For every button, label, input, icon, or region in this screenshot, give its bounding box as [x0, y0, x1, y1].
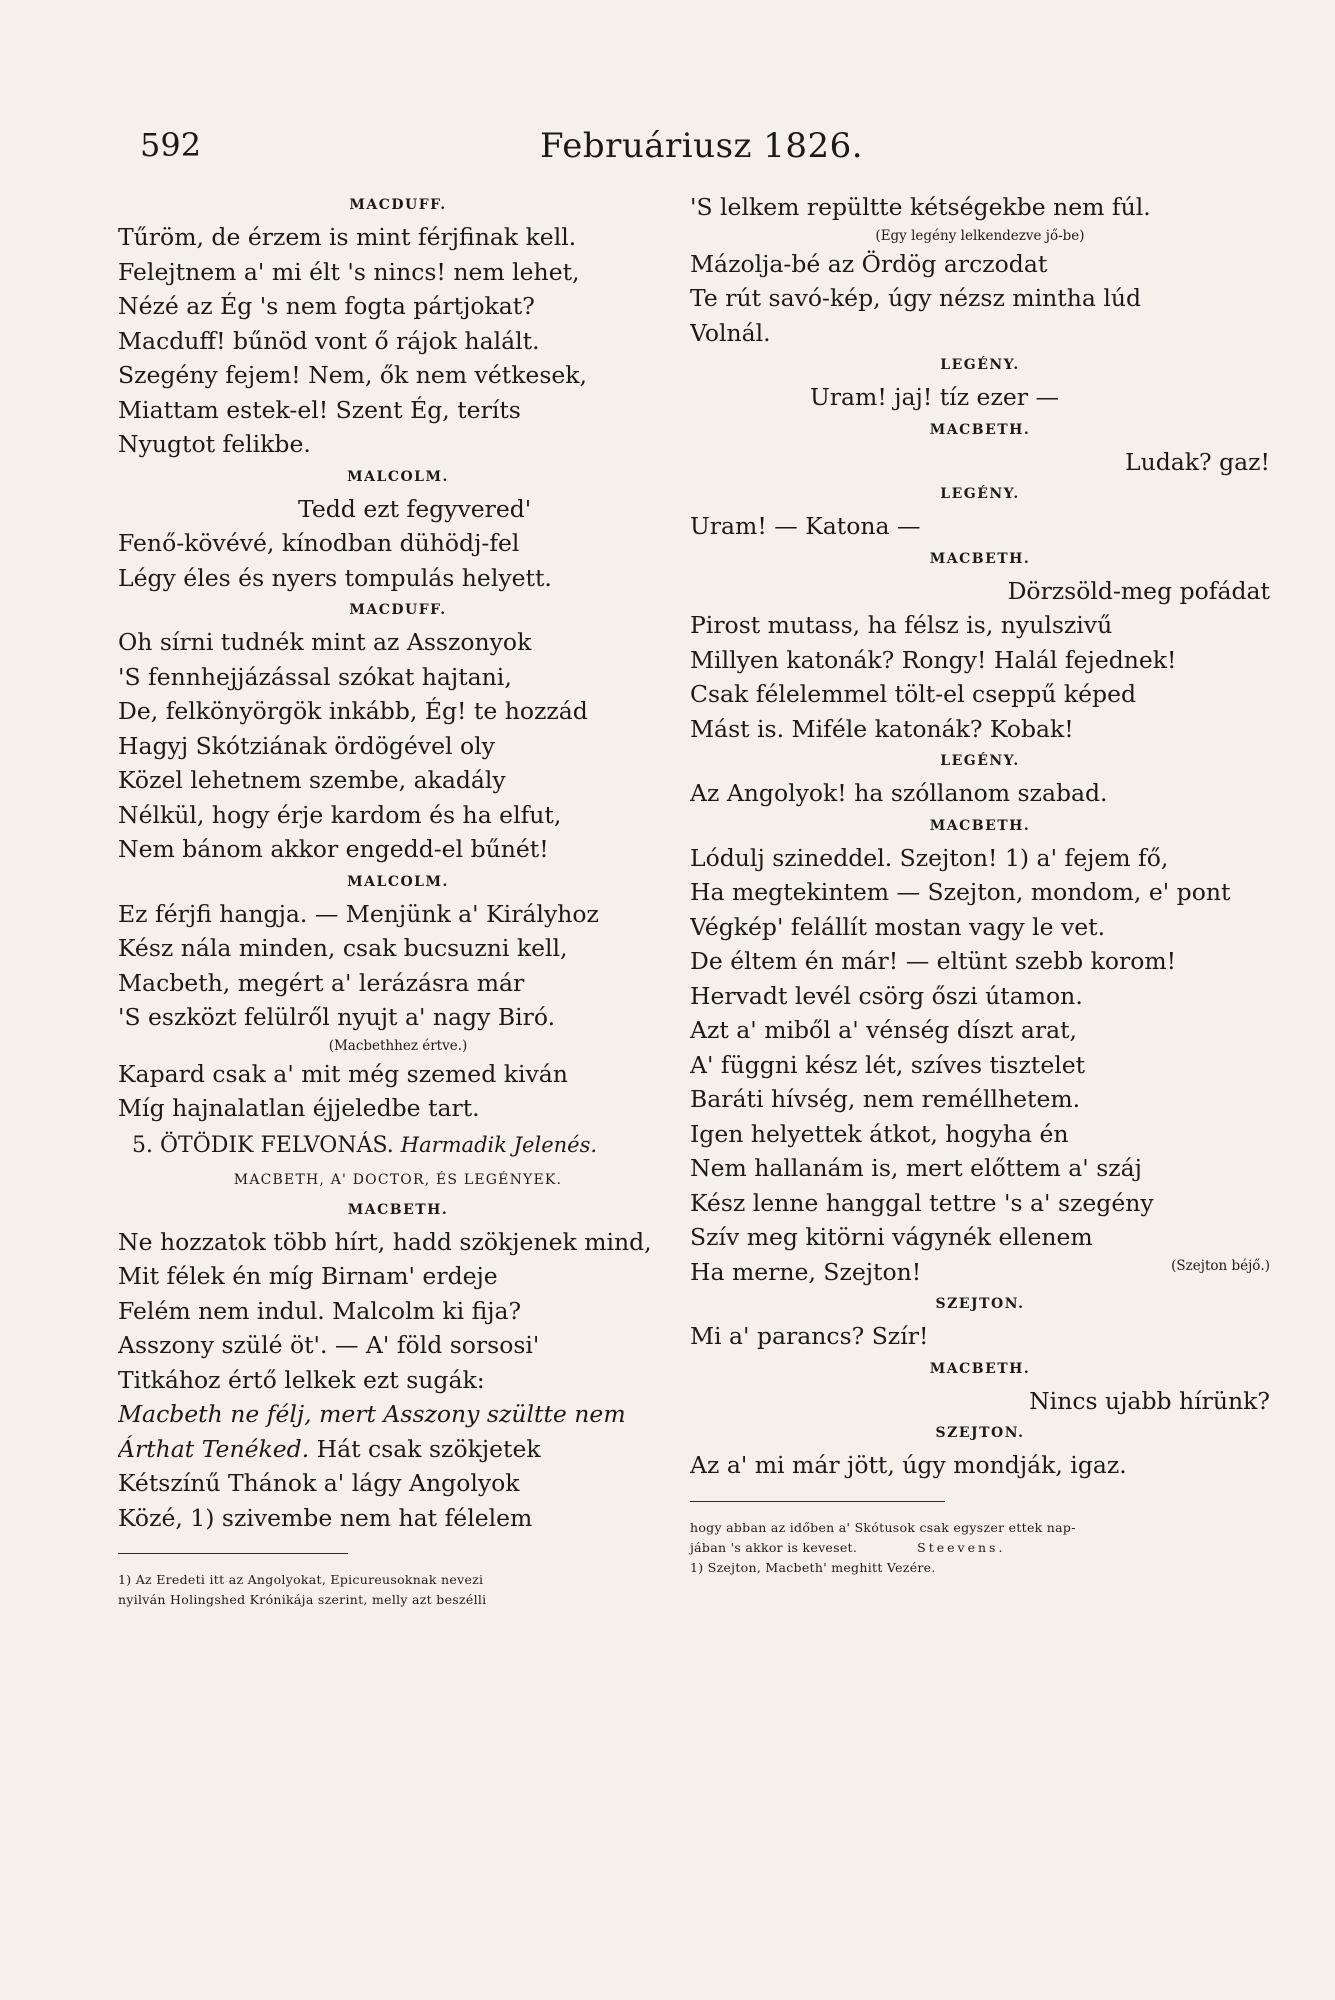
verse-line: De éltem én már! — eltünt szebb korom! — [690, 947, 1177, 975]
page-number: 592 — [140, 126, 202, 164]
verse-line: Kétszínű Thánok a' lágy Angolyok — [118, 1469, 520, 1497]
verse-line: Kapard csak a' mit még szemed kiván — [118, 1059, 568, 1088]
verse-line: Csak félelemmel tölt-el cseppű képed — [690, 680, 1137, 708]
verse-line — [690, 1255, 1270, 1290]
verse-italic: Árthat Tenéked. — [118, 1434, 310, 1463]
verse-line: Míg hajnalatlan éjjeledbe tart. — [118, 1094, 480, 1122]
verse-line: Ha megtekintem — Szejton, mondom, e' pont — [690, 878, 1231, 906]
verse-line: Ludak? gaz! — [1125, 447, 1270, 476]
footnote-rule — [690, 1501, 945, 1502]
act-heading — [118, 1126, 678, 1165]
verse-line: Hervadt levél csörg őszi útamon. — [690, 981, 1083, 1010]
footnote-line: nyilván Holingshed Krónikája szerint, melly azt beszélli — [118, 1592, 487, 1607]
stage-direction: (Szejton béjő.) — [1171, 1257, 1270, 1274]
verse-line: 'S eszközt felülről nyujt a' nagy Biró. — [118, 1003, 556, 1031]
verse-line: A' függni kész lét, szíves tisztelet — [690, 1050, 1086, 1079]
speaker-name: MACBETH. — [347, 1201, 449, 1218]
verse-line: Uram! jaj! tíz ezer — — [810, 383, 1059, 411]
verse-line: Mázolja-bé az Ördög arczodat — [690, 249, 1048, 278]
verse-line — [118, 1432, 678, 1467]
speaker-name: MACDUFF. — [349, 602, 447, 618]
verse-line: Kész lenne hanggal tettre 's a' szegény — [690, 1188, 1154, 1217]
speaker-name: MACBETH. — [929, 421, 1031, 438]
speaker-name: MALCOLM. — [347, 873, 449, 890]
verse-line: Fenő-kövévé, kínodban dühödj-fel — [118, 529, 520, 557]
verse-line: Millyen katonák? Rongy! Halál fejednek! — [690, 645, 1177, 674]
scene-title: Harmadik Jelenés. — [400, 1132, 598, 1157]
speaker-name: MALCOLM. — [347, 468, 449, 485]
verse-line: Mit félek én míg Birnam' erdeje — [118, 1262, 498, 1290]
verse-line: Tűröm, de érzem is mint férjfinak kell. — [118, 223, 577, 251]
speaker-name: MACBETH. — [929, 1360, 1031, 1377]
speaker-name: MACDUFF. — [349, 197, 447, 213]
running-title: Februáriusz 1826. — [540, 126, 864, 166]
verse-line: Szív meg kitörni vágynék ellenem — [690, 1223, 1093, 1251]
verse-line: Nézé az Ég 's nem fogta pártjokat? — [118, 292, 535, 320]
speaker-name: LEGÉNY. — [940, 753, 1020, 769]
verse-line: Tedd ezt fegyvered' — [298, 494, 532, 523]
verse-line: Az a' mi már jött, úgy mondják, igaz. — [690, 1451, 1127, 1479]
verse-line: Volnál. — [690, 318, 771, 347]
verse-line: Te rút savó-kép, úgy nézsz mintha lúd — [690, 284, 1142, 312]
verse-roman: Hát csak szökjetek — [309, 1434, 541, 1463]
verse-line: Közé, 1) szivembe nem hat félelem — [118, 1503, 533, 1532]
stage-direction: (Macbethhez értve.) — [328, 1037, 468, 1054]
verse-line: Azt a' miből a' vénség díszt arat, — [690, 1016, 1078, 1044]
verse-line: Miattam estek-el! Szent Ég, teríts — [118, 395, 521, 424]
verse-line: Ne hozzatok több hírt, hadd szökjenek mind, — [118, 1227, 652, 1256]
verse-line: Macduff! bűnöd vont ő rájok halált. — [118, 326, 540, 355]
footnote-line: 1) Az Eredeti itt az Angolyokat, Epicureusoknak nevezi — [118, 1572, 484, 1587]
footnote-signature: Steevens. — [917, 1539, 1006, 1555]
speaker-name: MACBETH. — [929, 550, 1031, 567]
verse-line: Igen helyettek átkot, hogyha én — [690, 1119, 1069, 1148]
verse-line: Nincs ujabb hírünk? — [1029, 1386, 1270, 1415]
page-header — [140, 118, 1240, 178]
footnote-text: jában 's akkor is keveset. — [690, 1539, 858, 1555]
verse-line: Titkához értő lelkek ezt sugák: — [118, 1365, 485, 1394]
verse-line: Az Angolyok! ha szóllanom szabad. — [690, 779, 1108, 807]
verse-line: Mást is. Miféle katonák? Kobak! — [690, 714, 1074, 743]
left-column — [118, 190, 678, 1610]
verse-line: Baráti hívség, nem reméllhetem. — [690, 1085, 1081, 1113]
verse-text: Ha merne, Szejton! — [690, 1257, 922, 1286]
speaker-name: SZEJTON. — [935, 1425, 1025, 1441]
verse-line: Szegény fejem! Nem, ők nem vétkesek, — [118, 361, 588, 389]
verse-line: 'S fennhejjázással szókat hajtani, — [118, 662, 512, 691]
verse-line: Pirost mutass, ha félsz is, nyulszivű — [690, 611, 1113, 639]
speaker-name: SZEJTON. — [935, 1296, 1025, 1312]
verse-line: 'S lelkem repültte kétségekbe nem fúl. — [690, 193, 1151, 221]
right-column — [690, 190, 1270, 1578]
verse-line: Nem hallanám is, mert előttem a' száj — [690, 1154, 1142, 1182]
speaker-name: MACBETH. — [929, 817, 1031, 834]
verse-line: Mi a' parancs? Szír! — [690, 1322, 929, 1350]
verse-line: Közel lehetnem szembe, akadály — [118, 766, 506, 794]
verse-line: Ez férjfi hangja. — Menjünk a' Királyhoz — [118, 899, 599, 928]
verse-line: Uram! — Katona — — [690, 512, 921, 540]
footnote-line: hogy abban az időben a' Skótusok csak egyszer ettek nap- — [690, 1519, 1076, 1535]
verse-line: Hagyj Skótziának ördögével oly — [118, 731, 495, 760]
verse-line: Lódulj szineddel. Szejton! 1) a' fejem fő, — [690, 843, 1169, 872]
footnote-line: 1) Szejton, Macbeth' meghitt Vezére. — [690, 1559, 936, 1575]
stage-direction: (Egy legény lelkendezve jő-be) — [875, 227, 1085, 244]
verse-line: Oh sírni tudnék mint az Asszonyok — [118, 628, 532, 656]
verse-line: Asszony szülé öt'. — A' föld sorsosi' — [118, 1331, 540, 1359]
verse-line: Macbeth, megért a' lerázásra már — [118, 968, 525, 997]
verse-line: Kész nála minden, csak bucsuzni kell, — [118, 934, 568, 962]
verse-line: Felejtnem a' mi élt 's nincs! nem lehet, — [118, 257, 580, 286]
verse-line: Végkép' felállít mostan vagy le vet. — [690, 912, 1106, 941]
act-title: 5. ÖTÖDIK FELVONÁS. — [132, 1132, 394, 1158]
footnote-line — [690, 1538, 1270, 1558]
verse-line: Dörzsöld-meg pofádat — [1007, 576, 1270, 605]
scene-cast: MACBETH, A' DOCTOR, ÉS LEGÉNYEK. — [233, 1171, 563, 1188]
verse-line: Nem bánom akkor engedd-el bűnét! — [118, 835, 549, 863]
speaker-name: LEGÉNY. — [940, 486, 1020, 502]
verse-line: Nyugtot felikbe. — [118, 430, 311, 458]
footnote-rule — [118, 1553, 348, 1554]
verse-line: Macbeth ne félj, mert Asszony szültte nem — [118, 1400, 626, 1428]
verse-line: Légy éles és nyers tompulás helyett. — [118, 563, 552, 592]
verse-line: Felém nem indul. Malcolm ki fija? — [118, 1296, 522, 1325]
speaker-name: LEGÉNY. — [940, 357, 1020, 373]
verse-line: Nélkül, hogy érje kardom és ha elfut, — [118, 800, 562, 829]
verse-line: De, felkönyörgök inkább, Ég! te hozzád — [118, 697, 588, 725]
